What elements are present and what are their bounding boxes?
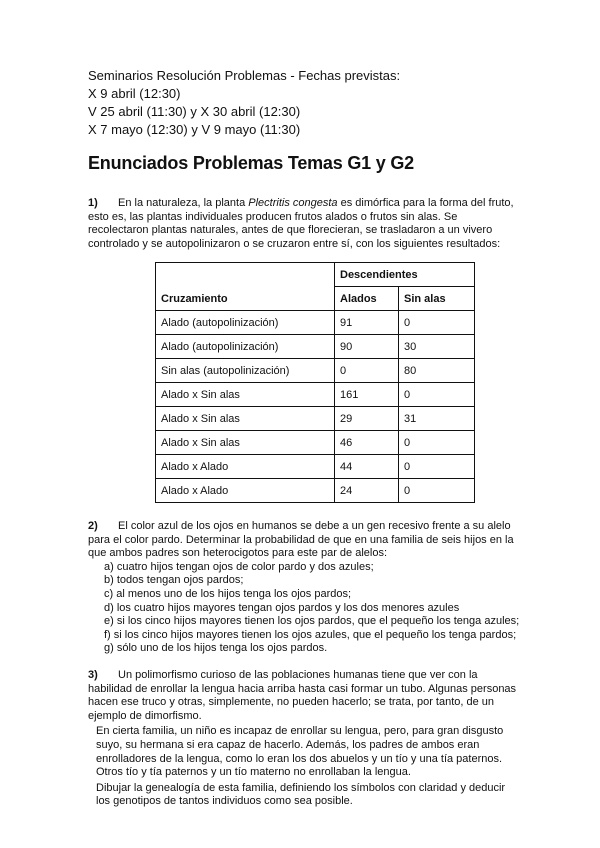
problem-1-text-after: es dimórfica para la forma del fruto, esto es, las plantas individuales producen frutos alados o frutos sin alas. Se recolectaron plantas naturales, antes de que florecieran, se trasladaron a un vivero controlado y se autopolinizaron o se cruzaron entre sí, con los siguientes resultados: [88,197,514,250]
cell-wingless: 0 [399,431,475,455]
cell-cross: Alado (autopolinización) [156,335,335,359]
problem-3-text: Un polimorfismo curioso de las poblaciones humanas tiene que ver con la habilidad de enrollar la lengua hacia arriba hasta casi formar un tubo. Algunas personas hacen ese truco y otras, simplemente, no pueden hacerlo; se trata, por tanto, de un ejemplo de dimorfismo. [88,669,517,722]
col-header-cross: Cruzamiento [161,293,228,305]
problem-3-task: Dibujar la genealogía de esta familia, definiendo los símbolos con claridad y deducir los genotipos de tantos individuos como sea posible. [96,781,506,808]
cell-wingless: 80 [399,359,475,383]
problem-number: 3) [88,669,98,681]
cell-wingless: 0 [399,455,475,479]
cell-winged: 90 [335,335,399,359]
cell-winged: 161 [335,383,399,407]
cell-cross: Alado x Alado [156,479,335,503]
cell-cross: Alado x Sin alas [156,407,335,431]
cell-wingless: 30 [399,335,475,359]
problem-1-statement [88,197,520,251]
cell-winged: 46 [335,431,399,455]
problem-1-text-before: En la naturaleza, la planta [118,197,249,209]
cell-winged: 29 [335,407,399,431]
schedule-line: X 9 abril (12:30) [88,86,181,101]
cell-winged: 24 [335,479,399,503]
table-row [156,311,475,335]
cell-cross: Alado x Sin alas [156,383,335,407]
cell-winged: 44 [335,455,399,479]
cell-winged: 91 [335,311,399,335]
cell-cross: Sin alas (autopolinización) [156,359,335,383]
list-item: d) los cuatro hijos mayores tengan ojos pardos y los dos menores azules [104,601,460,614]
seminar-schedule [88,67,400,139]
cell-wingless: 0 [399,311,475,335]
species-name: Plectritis congesta [248,197,338,209]
list-item: g) sólo uno de los hijos tenga los ojos pardos. [104,642,328,655]
cell-cross: Alado x Alado [156,455,335,479]
schedule-heading: Seminarios Resolución Problemas - Fechas previstas: [88,68,401,83]
cell-wingless: 0 [399,383,475,407]
table-row [156,383,475,407]
problem-2-text: El color azul de los ojos en humanos se debe a un gen recesivo frente a su alelo para el color pardo. Determinar la probabilidad de que en una familia de seis hijos en la que ambos padres son heterocigotos para este par de alelos: [88,520,514,560]
cell-wingless: 31 [399,407,475,431]
table-row [156,359,475,383]
table-row [156,335,475,359]
table-header-row [156,263,475,287]
schedule-line: V 25 abril (11:30) y X 30 abril (12:30) [88,104,301,119]
list-item: a) cuatro hijos tengan ojos de color pardo y dos azules; [104,560,374,573]
problem-2-statement [88,520,520,561]
table-row [156,479,475,503]
problem-2-items [88,561,520,656]
cell-winged: 0 [335,359,399,383]
cell-wingless: 0 [399,479,475,503]
list-item: e) si los cinco hijos mayores tienen los ojos pardos, que el pequeño los tenga azules; [104,615,520,628]
results-table [155,262,475,503]
list-item: c) al menos uno de los hijos tenga los ojos pardos; [104,587,352,600]
problem-2 [88,520,520,656]
cell-cross: Alado x Sin alas [156,431,335,455]
col-group-header: Descendientes [335,263,475,287]
problem-number: 2) [88,520,98,532]
problem-1 [88,197,520,251]
list-item: b) todos tengan ojos pardos; [104,574,244,587]
page-title: Enunciados Problemas Temas G1 y G2 [88,153,414,173]
schedule-line: X 7 mayo (12:30) y V 9 mayo (11:30) [88,122,301,137]
col-header-winged: Alados [335,287,399,311]
problem-3-statement [88,669,520,723]
cell-cross: Alado (autopolinización) [156,311,335,335]
problem-3-family: En cierta familia, un niño es incapaz de enrollar su lengua, pero, para gran disgusto suyo, su hermana si era capaz de hacerlo. Además, los padres de ambos eran enrolladores de la lengua, como lo eran los dos abuelos y un tío y una tía paternos. Otros tío y tía paternos y un tío materno no enrollaban la lengua. [96,725,504,779]
problem-3 [88,669,520,809]
list-item: f) si los cinco hijos mayores tienen los ojos azules, que el pequeño los tenga pardos; [104,628,517,641]
problem-number: 1) [88,197,98,209]
table-row [156,455,475,479]
col-header-wingless: Sin alas [399,287,475,311]
table-row [156,407,475,431]
table-row [156,431,475,455]
